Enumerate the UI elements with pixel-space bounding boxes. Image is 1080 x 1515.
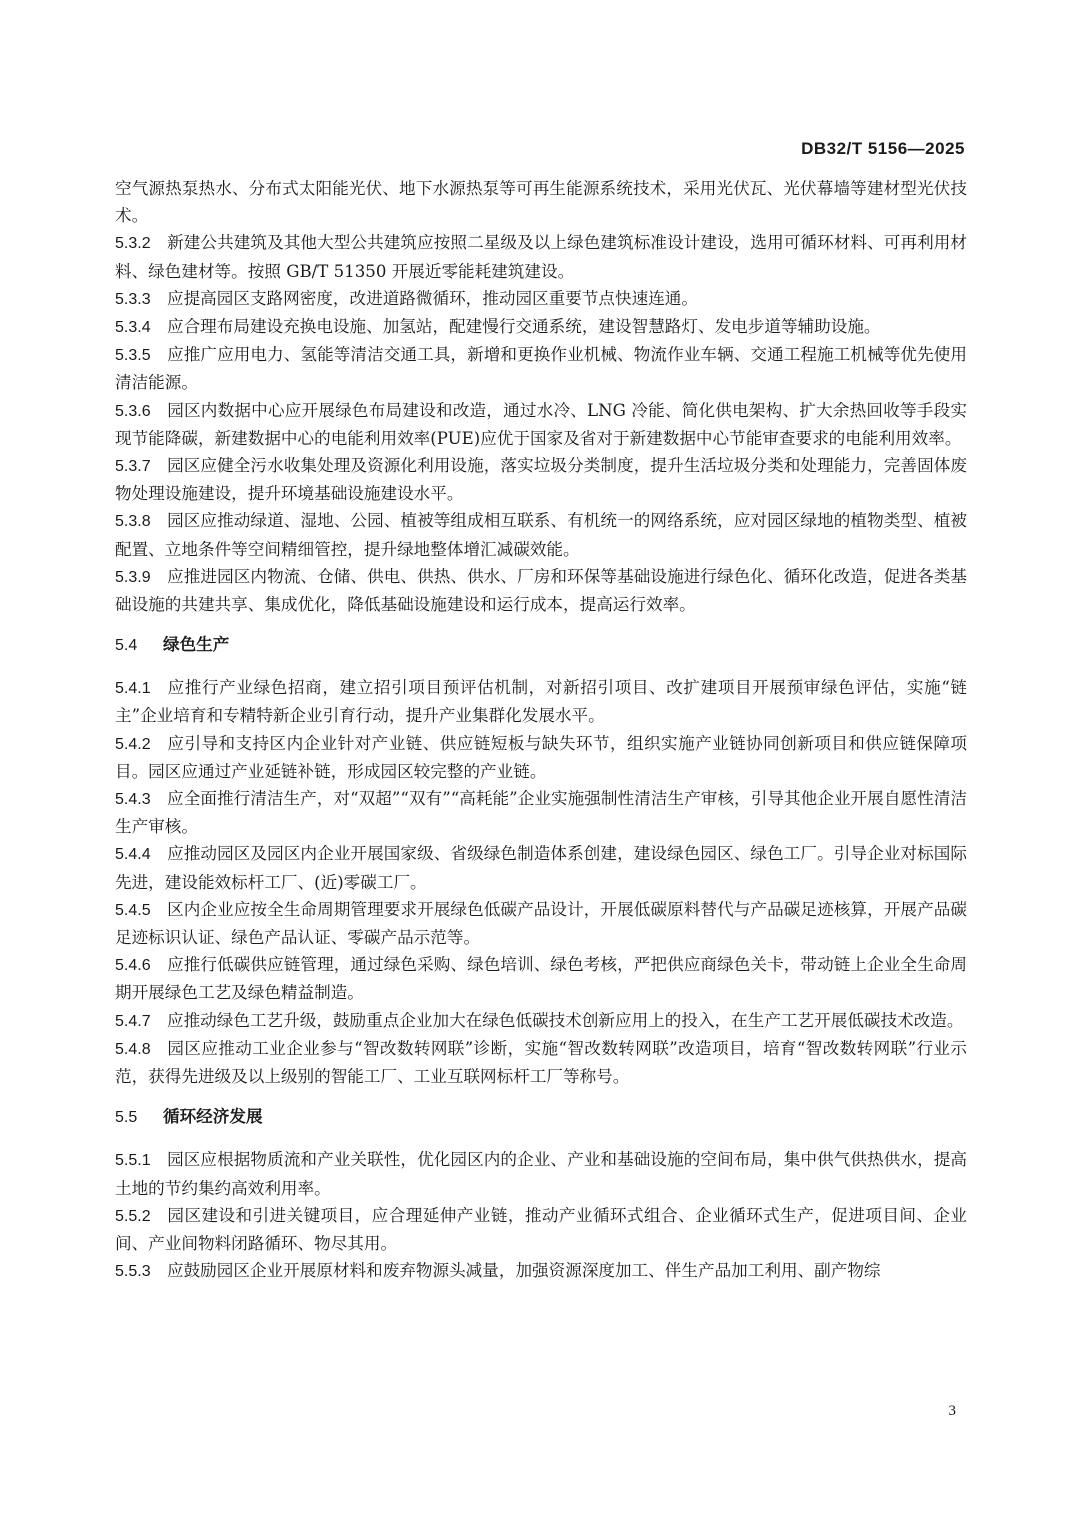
clause-text: 园区应推动工业企业参与“智改数转网联”诊断，实施“智改数转网联”改造项目，培育“智改数转网联”行业示范，获得先进级及以上级别的智能工厂、工业互联网标杆工厂等称号。 bbox=[115, 1038, 967, 1087]
clause-paragraph bbox=[115, 1035, 967, 1090]
clause-text: 空气源热泵热水、分布式太阳能光伏、地下水源热泵等可再生能源系统技术，采用光伏瓦、光伏幕墙等建材型光伏技术。 bbox=[115, 179, 967, 226]
clause-number: 5.4.2 bbox=[115, 735, 151, 753]
clause-text: 园区应健全污水收集处理及资源化利用设施，落实垃圾分类制度，提升生活垃圾分类和处理能力，完善固体废物处理设施建设，提升环境基础设施建设水平。 bbox=[115, 456, 967, 504]
clause-number: 5.3.4 bbox=[115, 319, 151, 337]
clause-number: 5.4.6 bbox=[115, 957, 151, 975]
clause-paragraph bbox=[115, 951, 967, 1006]
clause-paragraph bbox=[115, 896, 967, 951]
clause-paragraph bbox=[115, 674, 967, 729]
clause-paragraph bbox=[115, 1007, 967, 1035]
section-title: 绿色生产 bbox=[163, 635, 230, 655]
clause-paragraph bbox=[115, 507, 967, 562]
clause-paragraph bbox=[115, 452, 967, 507]
clause-paragraph bbox=[115, 341, 967, 396]
clause-paragraph bbox=[115, 730, 967, 785]
clause-text: 应推广应用电力、氢能等清洁交通工具，新增和更换作业机械、物流作业车辆、交通工程施工机械等优先使用清洁能源。 bbox=[115, 345, 967, 393]
clause-text: 园区应根据物质流和产业关联性，优化园区内的企业、产业和基础设施的空间布局，集中供气供热供水，提高土地的节约集约高效利用率。 bbox=[115, 1150, 967, 1198]
clause-number: 5.3.5 bbox=[115, 347, 151, 365]
clause-text: 应推动园区及园区内企业开展国家级、省级绿色制造体系创建，建设绿色园区、绿色工厂。引导企业对标国际先进，建设能效标杆工厂、(近)零碳工厂。 bbox=[115, 844, 967, 892]
clause-number: 5.5.1 bbox=[115, 1152, 151, 1170]
clause-paragraph bbox=[115, 397, 967, 452]
clause-paragraph bbox=[115, 313, 967, 341]
clause-number: 5.4.8 bbox=[115, 1040, 151, 1058]
clause-number: 5.3.9 bbox=[115, 568, 151, 586]
page-number: 3 bbox=[948, 1403, 956, 1419]
clause-list-5-5 bbox=[115, 1146, 967, 1285]
clause-number: 5.5.2 bbox=[115, 1207, 151, 1225]
clause-number: 5.5.3 bbox=[115, 1263, 151, 1281]
clause-text: 应推进园区内物流、仓储、供电、供热、供水、厂房和环保等基础设施进行绿色化、循环化改造，促进各类基础设施的共建共享、集成优化，降低基础设施建设和运行成本，提高运行效率。 bbox=[115, 566, 967, 615]
clause-text: 应引导和支持区内企业针对产业链、供应链短板与缺失环节，组织实施产业链协同创新项目和供应链保障项目。园区应通过产业延链补链，形成园区较完整的产业链。 bbox=[115, 733, 967, 781]
clause-paragraph bbox=[115, 285, 967, 313]
document-body bbox=[115, 175, 967, 1285]
clause-text: 应鼓励园区企业开展原材料和废弃物源头减量，加强资源深度加工、伴生产品加工利用、副产物综 bbox=[167, 1261, 881, 1281]
section-heading-5-5 bbox=[115, 1104, 967, 1131]
clause-text: 应合理布局建设充换电设施、加氢站，配建慢行交通系统，建设智慧路灯、发电步道等辅助设施。 bbox=[167, 317, 881, 337]
clause-number: 5.4.7 bbox=[115, 1012, 151, 1030]
clause-text: 园区建设和引进关键项目，应合理延伸产业链，推动产业循环式组合、企业循环式生产，促进项目间、企业间、产业间物料闭路循环、物尽其用。 bbox=[115, 1205, 967, 1253]
clause-number: 5.3.2 bbox=[115, 235, 151, 253]
clause-number: 5.3.8 bbox=[115, 513, 151, 531]
clause-paragraph bbox=[115, 785, 967, 840]
standard-code: DB32/T 5156—2025 bbox=[801, 139, 965, 158]
clause-number: 5.4.5 bbox=[115, 901, 151, 919]
clause-text: 应推行产业绿色招商，建立招引项目预评估机制，对新招引项目、改扩建项目开展预审绿色评估，实施“链主”企业培育和专精特新企业引育行动，提升产业集群化发展水平。 bbox=[115, 678, 967, 726]
clause-paragraph bbox=[115, 1257, 967, 1285]
clause-text: 应全面推行清洁生产，对“双超”“双有”“高耗能”企业实施强制性清洁生产审核，引导其他企业开展自愿性清洁生产审核。 bbox=[115, 789, 967, 837]
clause-paragraph bbox=[115, 840, 967, 895]
clause-text: 区内企业应按全生命周期管理要求开展绿色低碳产品设计，开展低碳原料替代与产品碳足迹核算，开展产品碳足迹标识认证、绿色产品认证、零碳产品示范等。 bbox=[115, 899, 967, 948]
section-number: 5.4 bbox=[115, 637, 138, 655]
clause-text: 园区应推动绿道、湿地、公园、植被等组成相互联系、有机统一的网络系统，应对园区绿地的植物类型、植被配置、立地条件等空间精细管控，提升绿地整体增汇减碳效能。 bbox=[115, 511, 967, 559]
clause-number: 5.4.3 bbox=[115, 791, 151, 809]
clause-number: 5.3.6 bbox=[115, 402, 151, 420]
clause-text: 园区内数据中心应开展绿色布局建设和改造，通过水冷、LNG 冷能、简化供电架构、扩大余热回收等手段实现节能降碳，新建数据中心的电能利用效率(PUE)应优于国家及省对于新建数据中心节能审查要求的电能利用效率。 bbox=[115, 400, 967, 448]
clause-paragraph bbox=[115, 1146, 967, 1201]
clause-paragraph bbox=[115, 175, 967, 229]
clause-text: 应推行低碳供应链管理，通过绿色采购、绿色培训、绿色考核，严把供应商绿色关卡，带动链上企业全生命周期开展绿色工艺及绿色精益制造。 bbox=[115, 955, 967, 1003]
clause-number: 5.3.7 bbox=[115, 458, 151, 476]
clause-paragraph bbox=[115, 1202, 967, 1257]
clause-text: 应推动绿色工艺升级，鼓励重点企业加大在绿色低碳技术创新应用上的投入，在生产工艺开展低碳技术改造。 bbox=[167, 1010, 964, 1030]
clause-paragraph bbox=[115, 563, 967, 618]
clause-number: 5.4.4 bbox=[115, 846, 151, 864]
clause-text: 新建公共建筑及其他大型公共建筑应按照二星级及以上绿色建筑标准设计建设，选用可循环材料、可再利用材料、绿色建材等。按照 GB/T 51350 开展近零能耗建筑建设。 bbox=[115, 233, 967, 281]
clause-text: 应提高园区支路网密度，改进道路微循环，推动园区重要节点快速连通。 bbox=[167, 288, 698, 308]
clause-list-5-4 bbox=[115, 674, 967, 1090]
section-heading-5-4 bbox=[115, 632, 967, 659]
clause-paragraph bbox=[115, 229, 967, 284]
section-number: 5.5 bbox=[115, 1109, 138, 1127]
section-title: 循环经济发展 bbox=[163, 1107, 263, 1127]
clause-number: 5.3.3 bbox=[115, 290, 151, 308]
clause-number: 5.4.1 bbox=[115, 680, 151, 698]
clause-list-5-3 bbox=[115, 175, 967, 618]
